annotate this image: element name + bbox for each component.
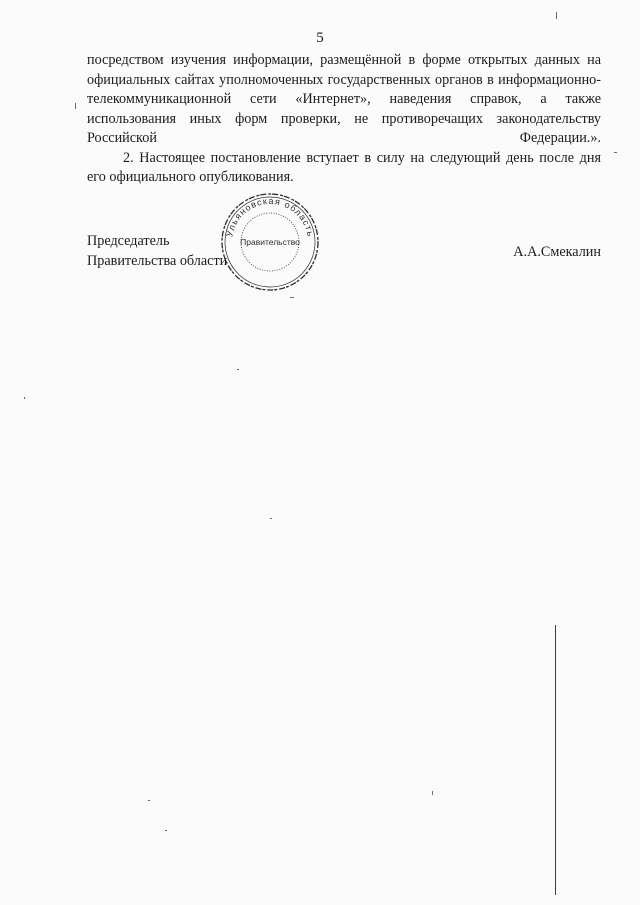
document-body (87, 51, 601, 188)
scan-speck (24, 397, 25, 399)
scan-speck (75, 103, 76, 109)
signer-name: А.А.Смекалин (513, 244, 601, 260)
scan-speck (270, 518, 272, 519)
official-seal-stamp (218, 190, 322, 294)
scan-speck (290, 297, 294, 298)
scan-speck (432, 791, 433, 795)
signer-position-line2: Правительства области (87, 252, 228, 269)
scan-speck (614, 152, 617, 153)
seal-center-text: Правительство (240, 237, 300, 247)
scan-speck (237, 369, 239, 370)
page-number: 5 (316, 30, 324, 46)
seal-ring-text: Ульяновская область (224, 195, 316, 238)
scan-speck (148, 800, 150, 801)
scan-speck (165, 830, 167, 831)
signature-block (87, 232, 601, 271)
signer-position-line1: Председатель (87, 233, 170, 249)
scan-edge-line (555, 625, 556, 895)
scan-speck (556, 12, 557, 19)
paragraph-continuation: посредством изучения информации, размещённой в форме открытых данных на официальных сайтах уполномоченных государственных органов в информационно-телекоммуникационной сети «Интернет», наведения справок, а также использования иных форм проверки, не противоречащих законодательству Российской Федерации.». (87, 52, 601, 146)
paragraph-effective-date: 2. Настоящее постановление вступает в силу на следующий день после дня его официального опубликования. (87, 149, 601, 185)
